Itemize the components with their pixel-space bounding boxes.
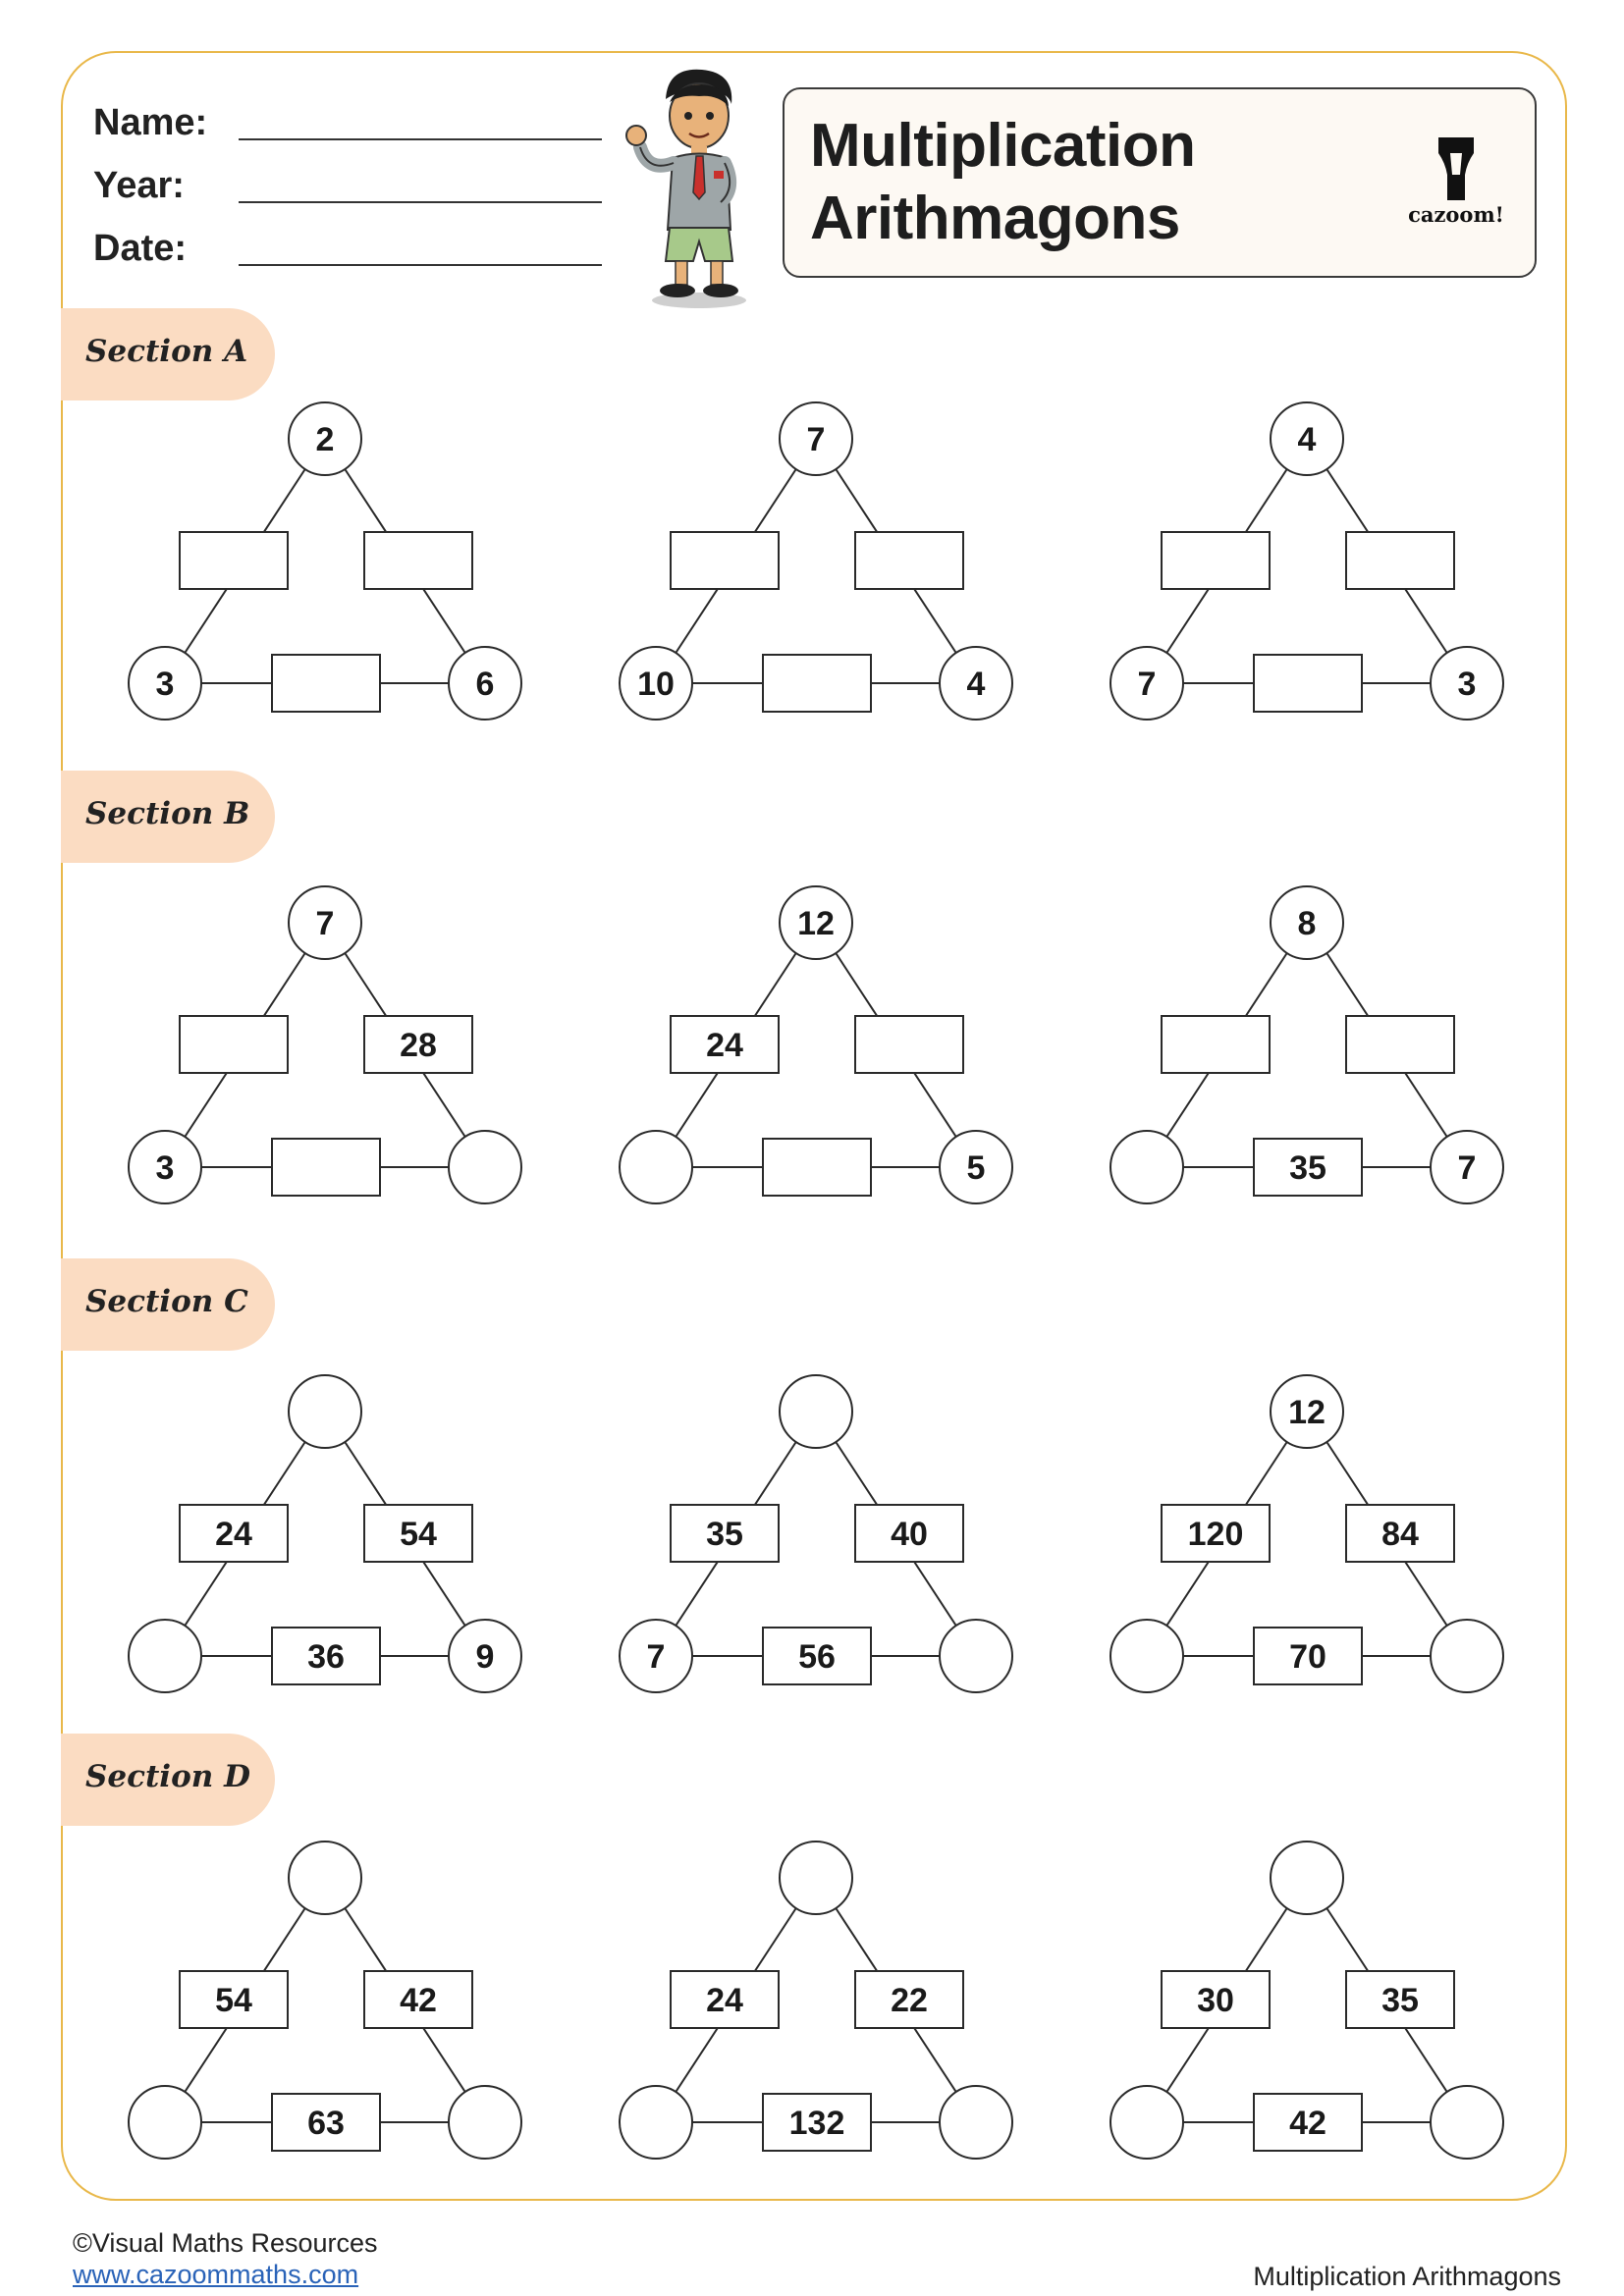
left-corner-circle[interactable] xyxy=(1110,1620,1183,1692)
section-label: Section D xyxy=(85,1759,250,1794)
right-corner-value: 3 xyxy=(1457,666,1477,703)
left-edge-value: 24 xyxy=(706,1982,743,2019)
left-corner-circle[interactable] xyxy=(620,2086,692,2159)
arithmagon-puzzle xyxy=(129,402,521,720)
right-edge-box[interactable] xyxy=(1346,1016,1454,1073)
bottom-edge-box[interactable] xyxy=(763,1139,871,1196)
arithmagon-puzzle xyxy=(1110,402,1503,720)
footer-copyright: ©Visual Maths Resources xyxy=(73,2228,378,2258)
right-corner-circle[interactable] xyxy=(1431,1620,1503,1692)
left-corner-value: 7 xyxy=(1137,666,1157,703)
left-corner-circle[interactable] xyxy=(1110,1131,1183,1203)
right-edge-value: 28 xyxy=(400,1027,437,1064)
bottom-edge-value: 63 xyxy=(307,2105,345,2142)
left-corner-circle[interactable] xyxy=(129,1620,201,1692)
left-edge-value: 35 xyxy=(706,1516,743,1553)
left-corner-value: 3 xyxy=(155,666,175,703)
right-edge-value: 84 xyxy=(1381,1516,1419,1553)
right-corner-circle[interactable] xyxy=(449,1131,521,1203)
bottom-edge-value: 42 xyxy=(1289,2105,1326,2142)
left-edge-value: 54 xyxy=(215,1982,252,2019)
right-edge-box[interactable] xyxy=(364,532,472,589)
bottom-edge-box[interactable] xyxy=(1254,655,1362,712)
bottom-edge-value: 70 xyxy=(1289,1638,1326,1676)
bottom-edge-box[interactable] xyxy=(272,1139,380,1196)
arithmagon-puzzle xyxy=(1110,1375,1503,1692)
top-corner-circle[interactable] xyxy=(289,1375,361,1448)
right-edge-value: 40 xyxy=(891,1516,928,1553)
footer-website-link[interactable]: www.cazoommaths.com xyxy=(73,2260,359,2289)
bottom-edge-value: 36 xyxy=(307,1638,345,1676)
top-corner-circle[interactable] xyxy=(780,1842,852,1914)
right-edge-value: 54 xyxy=(400,1516,437,1553)
top-corner-circle[interactable] xyxy=(780,1375,852,1448)
left-edge-box[interactable] xyxy=(180,1016,288,1073)
left-corner-value: 10 xyxy=(637,666,675,703)
footer-title: Multiplication Arithmagons xyxy=(1253,2262,1561,2291)
right-edge-box[interactable] xyxy=(855,532,963,589)
left-corner-circle[interactable] xyxy=(129,2086,201,2159)
right-edge-value: 35 xyxy=(1381,1982,1419,2019)
arithmagon-puzzle xyxy=(620,886,1012,1203)
bottom-edge-box[interactable] xyxy=(763,655,871,712)
left-corner-circle[interactable] xyxy=(1110,2086,1183,2159)
right-corner-value: 9 xyxy=(475,1638,495,1676)
right-edge-value: 42 xyxy=(400,1982,437,2019)
top-corner-value: 7 xyxy=(806,421,826,458)
top-corner-value: 8 xyxy=(1297,905,1317,942)
left-edge-value: 30 xyxy=(1197,1982,1234,2019)
right-corner-circle[interactable] xyxy=(940,1620,1012,1692)
section-label: Section C xyxy=(85,1284,248,1319)
top-corner-value: 12 xyxy=(1288,1394,1326,1431)
arithmagon-puzzle xyxy=(1110,886,1503,1203)
right-corner-value: 4 xyxy=(966,666,986,703)
left-edge-box[interactable] xyxy=(1162,1016,1270,1073)
right-corner-value: 5 xyxy=(966,1149,986,1187)
arithmagon-puzzle xyxy=(129,1375,521,1692)
year-label: Year: xyxy=(93,165,185,206)
right-edge-value: 22 xyxy=(891,1982,928,2019)
right-edge-box[interactable] xyxy=(855,1016,963,1073)
name-label: Name: xyxy=(93,102,208,143)
top-corner-value: 7 xyxy=(315,905,335,942)
top-corner-value: 4 xyxy=(1297,421,1317,458)
left-edge-value: 120 xyxy=(1187,1516,1244,1553)
title-line-1: Multiplication xyxy=(810,112,1196,180)
arithmagon-puzzle xyxy=(129,886,521,1203)
right-corner-value: 6 xyxy=(475,666,495,703)
top-corner-circle[interactable] xyxy=(1271,1842,1343,1914)
top-corner-value: 12 xyxy=(797,905,835,942)
right-corner-circle[interactable] xyxy=(1431,2086,1503,2159)
logo-text: cazoom! xyxy=(1408,202,1504,227)
bottom-edge-box[interactable] xyxy=(272,655,380,712)
top-corner-circle[interactable] xyxy=(289,1842,361,1914)
right-corner-value: 7 xyxy=(1457,1149,1477,1187)
bottom-edge-value: 35 xyxy=(1289,1149,1326,1187)
left-edge-value: 24 xyxy=(215,1516,252,1553)
left-edge-box[interactable] xyxy=(1162,532,1270,589)
right-corner-circle[interactable] xyxy=(940,2086,1012,2159)
left-edge-value: 24 xyxy=(706,1027,743,1064)
section-label: Section B xyxy=(85,796,250,831)
top-corner-value: 2 xyxy=(315,421,335,458)
bottom-edge-value: 132 xyxy=(788,2105,845,2142)
left-corner-circle[interactable] xyxy=(620,1131,692,1203)
arithmagon-puzzle xyxy=(620,402,1012,720)
left-edge-box[interactable] xyxy=(180,532,288,589)
arithmagon-puzzle xyxy=(620,1375,1012,1692)
bottom-edge-value: 56 xyxy=(798,1638,836,1676)
left-edge-box[interactable] xyxy=(671,532,779,589)
section-label: Section A xyxy=(85,334,248,369)
title-line-2: Arithmagons xyxy=(810,185,1180,252)
left-corner-value: 7 xyxy=(646,1638,666,1676)
date-label: Date: xyxy=(93,228,188,269)
right-corner-circle[interactable] xyxy=(449,2086,521,2159)
arithmagon-puzzle xyxy=(1110,1842,1503,2159)
left-corner-value: 3 xyxy=(155,1149,175,1187)
arithmagon-puzzle xyxy=(129,1842,521,2159)
right-edge-box[interactable] xyxy=(1346,532,1454,589)
arithmagon-puzzle xyxy=(620,1842,1012,2159)
